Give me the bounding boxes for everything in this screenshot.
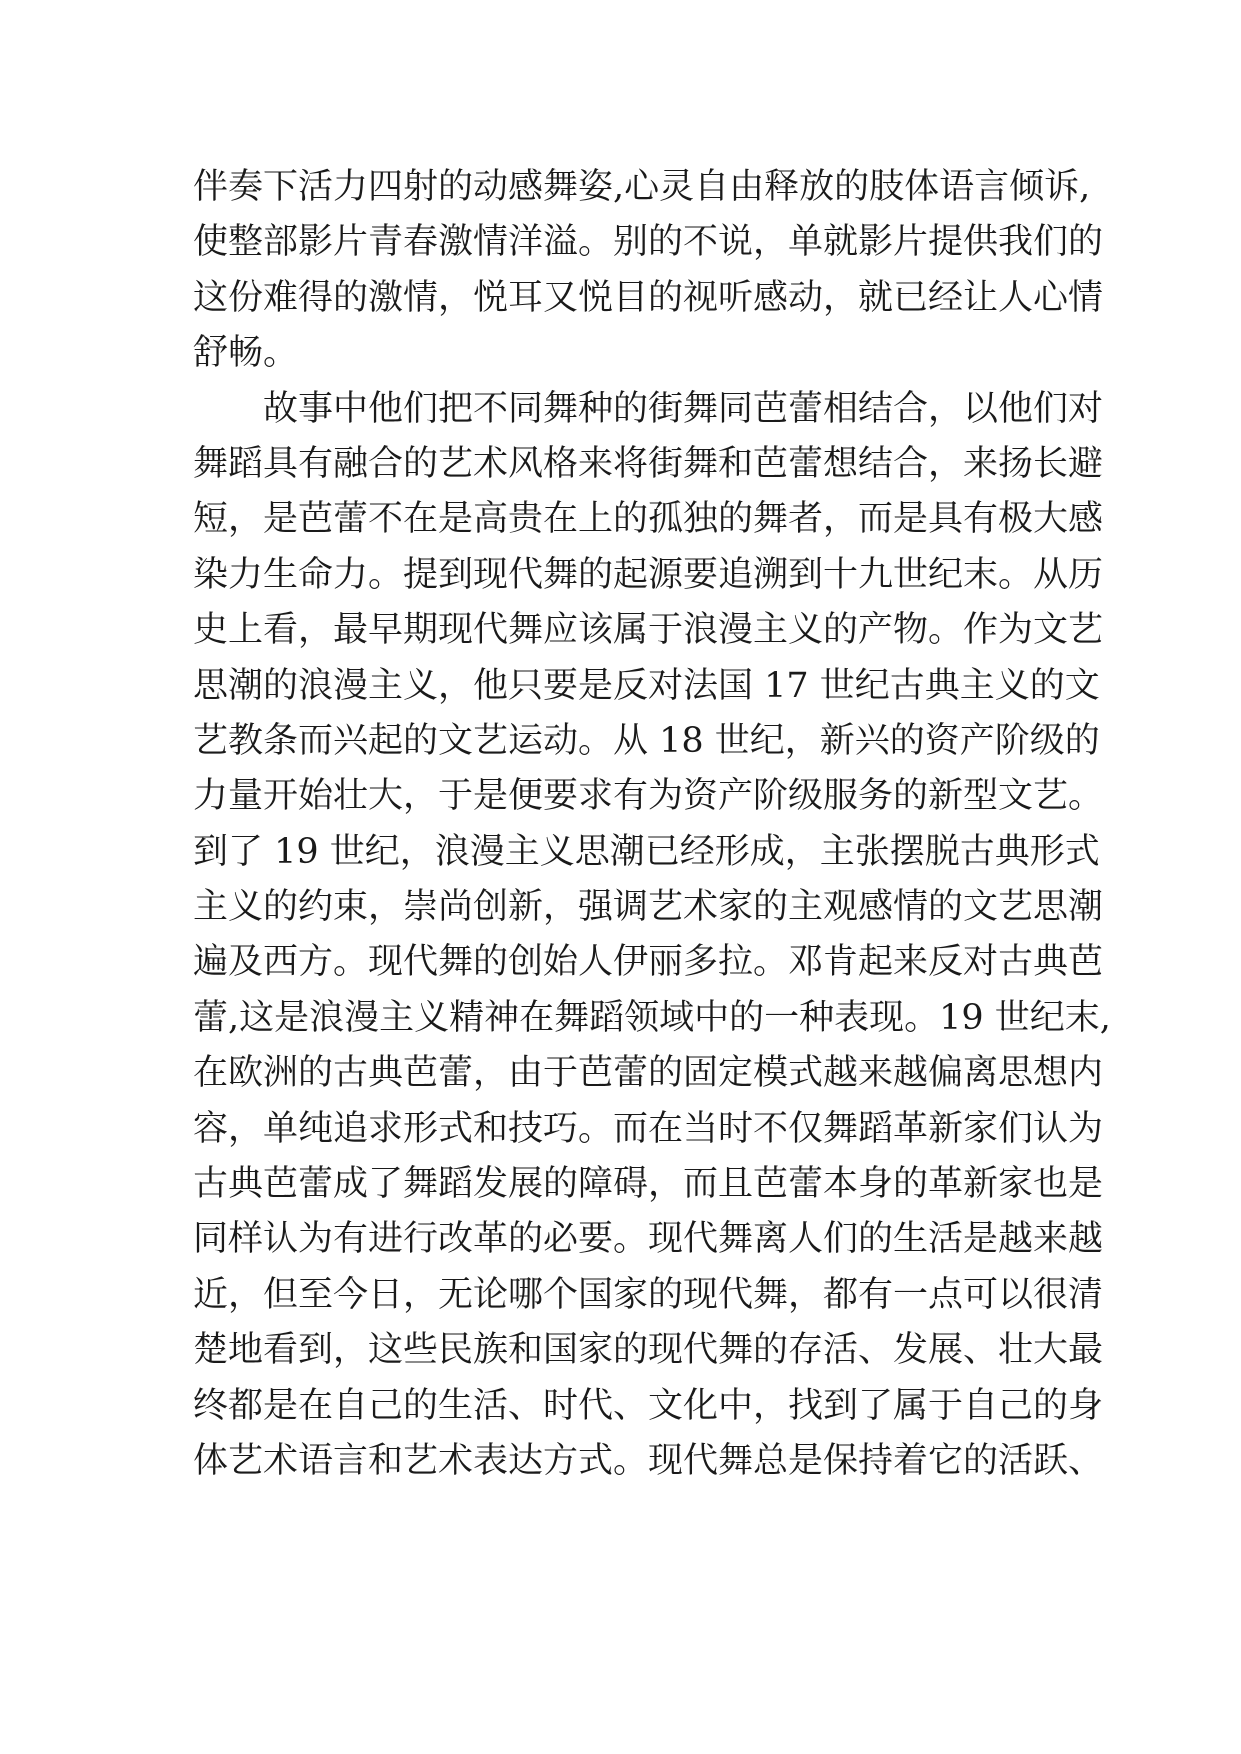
text-line: 伴奏下活力四射的动感舞姿,心灵自由释放的肢体语言倾诉, xyxy=(193,167,1091,207)
text-line: 终都是在自己的生活、时代、文化中，找到了属于自己的身 xyxy=(193,1385,1104,1426)
body-text xyxy=(193,160,1111,1489)
text-line: 故事中他们把不同舞种的街舞同芭蕾相结合，以他们对 xyxy=(193,388,1104,429)
text-line: 短，是芭蕾不在是高贵在上的孤独的舞者，而是具有极大感 xyxy=(193,499,1104,540)
text-line: 主义的约束，崇尚创新，强调艺术家的主观感情的文艺思潮 xyxy=(193,887,1104,928)
text-line: 这份难得的激情，悦耳又悦目的视听感动，就已经让人心情 xyxy=(193,277,1104,318)
text-line: 古典芭蕾成了舞蹈发展的障碍，而且芭蕾本身的革新家也是 xyxy=(193,1164,1104,1205)
text-line: 力量开始壮大，于是便要求有为资产阶级服务的新型文艺。 xyxy=(193,776,1104,817)
text-line: 同样认为有进行改革的必要。现代舞离人们的生活是越来越 xyxy=(193,1219,1104,1260)
text-line: 舒畅。 xyxy=(193,333,299,374)
text-line: 在欧洲的古典芭蕾，由于芭蕾的固定模式越来越偏离思想内 xyxy=(193,1053,1104,1094)
text-line: 染力生命力。提到现代舞的起源要追溯到十九世纪末。从历 xyxy=(193,554,1104,595)
text-line: 容，单纯追求形式和技巧。而在当时不仅舞蹈革新家们认为 xyxy=(193,1108,1104,1149)
text-line: 近，但至今日，无论哪个国家的现代舞，都有一点可以很清 xyxy=(193,1274,1104,1315)
text-line: 体艺术语言和艺术表达方式。现代舞总是保持着它的活跃、 xyxy=(193,1440,1104,1481)
text-line: 楚地看到，这些民族和国家的现代舞的存活、发展、壮大最 xyxy=(193,1330,1104,1371)
text-line: 蕾,这是浪漫主义精神在舞蹈领域中的一种表现。19 世纪末, xyxy=(193,997,1111,1038)
text-line: 艺教条而兴起的文艺运动。从 18 世纪，新兴的资产阶级的 xyxy=(193,720,1100,761)
text-line: 使整部影片青春激情洋溢。别的不说，单就影片提供我们的 xyxy=(193,222,1104,263)
text-line: 思潮的浪漫主义，他只要是反对法国 17 世纪古典主义的文 xyxy=(193,665,1100,706)
text-line: 舞蹈具有融合的艺术风格来将街舞和芭蕾想结合，来扬长避 xyxy=(193,443,1104,484)
text-line: 遍及西方。现代舞的创始人伊丽多拉。邓肯起来反对古典芭 xyxy=(193,942,1104,983)
text-line: 史上看，最早期现代舞应该属于浪漫主义的产物。作为文艺 xyxy=(193,610,1104,651)
text-line: 到了 19 世纪，浪漫主义思潮已经形成，主张摆脱古典形式 xyxy=(193,831,1100,872)
